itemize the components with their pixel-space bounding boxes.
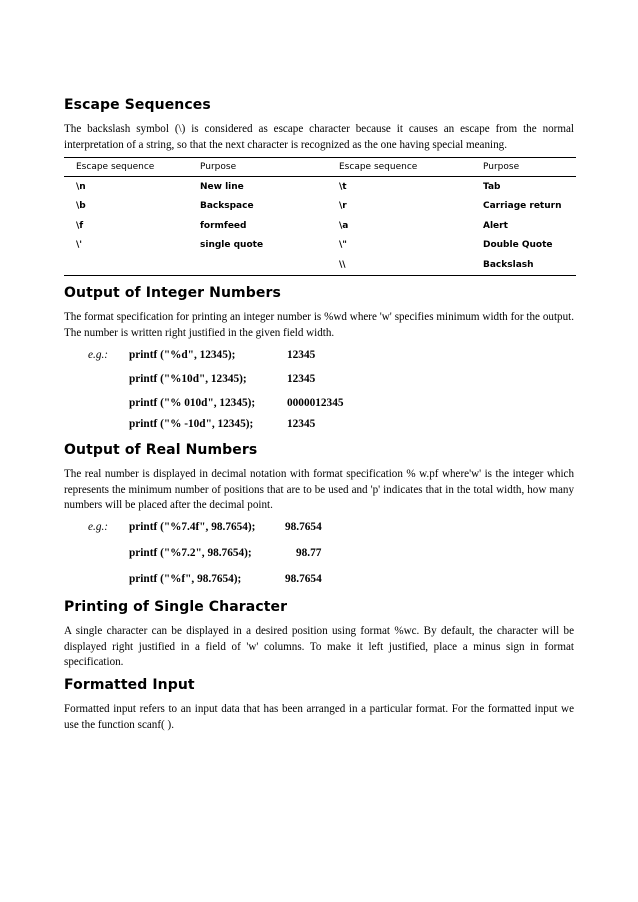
table-cell: Backspace <box>200 201 254 212</box>
table-cell: \b <box>76 201 86 212</box>
header-purpose-1: Purpose <box>188 158 327 177</box>
single-character-paragraph: A single character can be displayed in a desired position using format %wc. By default, the character will be displayed right justified in a field of 'w' columns. To make it left justified, place a minus sign in format specification. <box>64 625 574 668</box>
table-cell: Double Quote <box>483 240 553 251</box>
table-cell: \f <box>76 220 84 231</box>
table-cell: \t <box>339 181 347 192</box>
table-cell: \\ <box>327 255 471 275</box>
single-character-heading: Printing of Single Character <box>64 599 288 615</box>
example-output: 12345 <box>287 373 316 385</box>
table-cell: \" <box>339 240 347 251</box>
example-output: 12345 <box>287 349 316 361</box>
example-label: e.g.: <box>88 521 109 533</box>
header-escape-sequence-2: Escape sequence <box>327 158 471 177</box>
table-cell: \a <box>339 220 349 231</box>
formatted-input-heading: Formatted Input <box>64 677 195 693</box>
integer-output-paragraph: The format specification for printing an integer number is %wd where 'w' specifies minimum width for the output. The number is written right justified in the given field width. <box>64 311 574 339</box>
table-cell: Alert <box>483 220 508 231</box>
table-row <box>64 255 576 275</box>
table-cell: New line <box>200 181 244 192</box>
escape-sequence-table <box>64 157 576 276</box>
real-output-heading: Output of Real Numbers <box>64 442 258 458</box>
example-output: 98.7654 <box>285 521 322 533</box>
example-code: printf ("% -10d", 12345); <box>129 418 254 430</box>
real-output-paragraph: The real number is displayed in decimal notation with format specification % w.pf where'w' is the integer which represents the minimum number of positions that are to be used and 'p' indicates that in the total width, how many numbers will be placed after the decimal point. <box>64 468 574 511</box>
table-header-row <box>64 158 576 177</box>
formatted-input-paragraph: Formatted input refers to an input data that has been arranged in a particular format. For the formatted input we use the function scanf( ). <box>64 703 574 731</box>
header-escape-sequence-1: Escape sequence <box>64 158 188 177</box>
example-code: printf ("%10d", 12345); <box>129 373 247 385</box>
table-cell <box>64 255 188 275</box>
table-cell: Tab <box>483 181 501 192</box>
table-cell: \n <box>76 181 86 192</box>
escape-sequences-heading: Escape Sequences <box>64 97 211 113</box>
table-row <box>64 236 576 256</box>
table-cell: Carriage return <box>483 201 562 212</box>
example-code: printf ("%f", 98.7654); <box>129 573 242 585</box>
example-label: e.g.: <box>88 349 109 361</box>
table-cell <box>188 255 327 275</box>
example-code: printf ("%7.4f", 98.7654); <box>129 521 256 533</box>
table-row <box>64 216 576 236</box>
example-code: printf ("%d", 12345); <box>129 349 236 361</box>
example-code: printf ("%7.2", 98.7654); <box>129 547 252 559</box>
table-row <box>64 177 576 197</box>
example-output: 98.77 <box>296 547 322 559</box>
table-cell: Backslash <box>471 255 576 275</box>
table-cell: \' <box>76 240 83 251</box>
table-cell: formfeed <box>200 220 247 231</box>
table-row <box>64 197 576 217</box>
escape-sequences-paragraph: The backslash symbol (\) is considered as escape character because it causes an escape from the normal interpretation of a string, so that the next character is recognized as the one having special meaning. <box>64 123 574 151</box>
table-cell: single quote <box>200 240 264 251</box>
table-cell: \r <box>339 201 347 212</box>
example-output: 98.7654 <box>285 573 322 585</box>
example-output: 0000012345 <box>287 397 344 409</box>
example-code: printf ("% 010d", 12345); <box>129 397 256 409</box>
example-output: 12345 <box>287 418 316 430</box>
integer-output-heading: Output of Integer Numbers <box>64 285 281 301</box>
header-purpose-2: Purpose <box>471 158 576 177</box>
